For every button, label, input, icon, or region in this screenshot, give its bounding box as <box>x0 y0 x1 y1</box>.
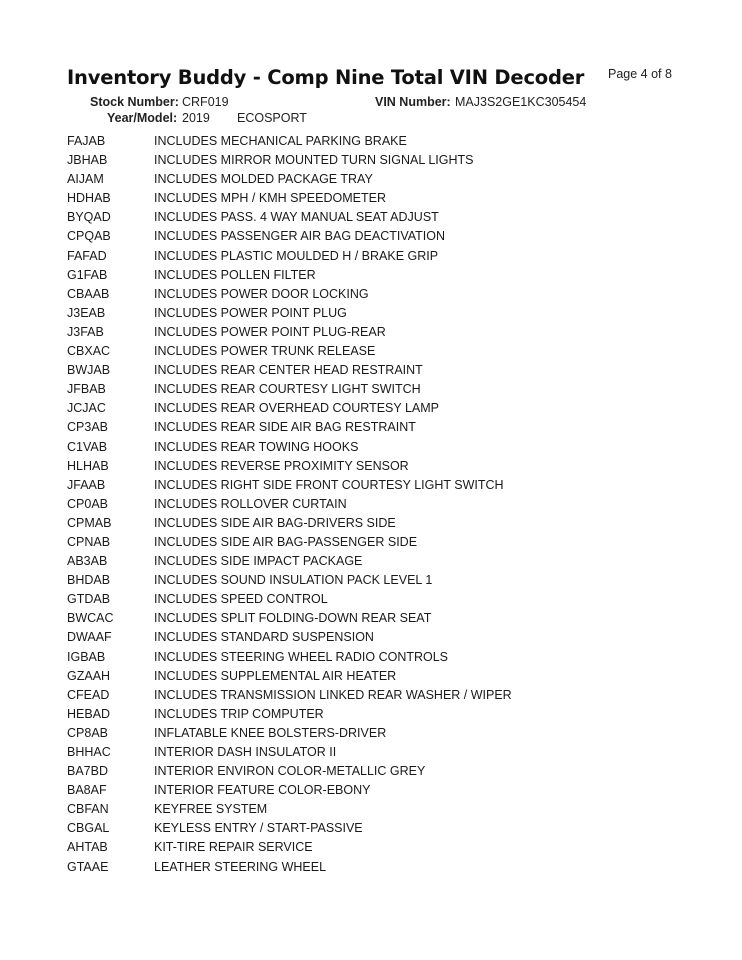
list-item <box>67 686 687 705</box>
list-item <box>67 800 687 819</box>
option-code: G1FAB <box>67 267 108 282</box>
option-code: CPQAB <box>67 229 111 244</box>
list-item <box>67 838 687 857</box>
list-item <box>67 247 687 266</box>
option-code: BHDAB <box>67 573 111 588</box>
list-item <box>67 533 687 552</box>
list-item <box>67 170 687 189</box>
option-description: INCLUDES POWER POINT PLUG-REAR <box>154 324 386 339</box>
option-code: JBHAB <box>67 153 108 168</box>
model-value: ECOSPORT <box>237 111 307 125</box>
list-item <box>67 342 687 361</box>
option-code: CP8AB <box>67 725 108 740</box>
option-code: CP0AB <box>67 496 108 511</box>
option-code: IGBAB <box>67 649 106 664</box>
option-description: INCLUDES REVERSE PROXIMITY SENSOR <box>154 458 409 473</box>
option-code-list <box>67 132 687 877</box>
option-description: KEYLESS ENTRY / START-PASSIVE <box>154 821 363 836</box>
list-item <box>67 208 687 227</box>
list-item <box>67 762 687 781</box>
option-description: INCLUDES PASS. 4 WAY MANUAL SEAT ADJUST <box>154 210 439 225</box>
list-item <box>67 399 687 418</box>
option-code: CBAAB <box>67 286 110 301</box>
list-item <box>67 514 687 533</box>
option-description: INCLUDES SIDE AIR BAG-DRIVERS SIDE <box>154 515 396 530</box>
option-description: INCLUDES TRANSMISSION LINKED REAR WASHER / WIPER <box>154 687 512 702</box>
option-code: GTDAB <box>67 592 111 607</box>
option-code: GZAAH <box>67 668 111 683</box>
option-description: INCLUDES SUPPLEMENTAL AIR HEATER <box>154 668 397 683</box>
list-item <box>67 418 687 437</box>
list-item <box>67 590 687 609</box>
list-item <box>67 705 687 724</box>
option-description: INTERIOR DASH INSULATOR II <box>154 745 337 759</box>
option-code: BHHAC <box>67 745 111 759</box>
document-title: Inventory Buddy - Comp Nine Total VIN Decoder <box>67 66 585 89</box>
option-description: INCLUDES REAR OVERHEAD COURTESY LAMP <box>154 401 440 416</box>
option-description: INCLUDES ROLLOVER CURTAIN <box>154 496 347 511</box>
list-item <box>67 476 687 495</box>
option-code: BA7BD <box>67 764 108 779</box>
list-item <box>67 858 687 877</box>
option-code: J3FAB <box>67 324 104 339</box>
option-code: FAJAB <box>67 134 106 148</box>
year-value: 2019 <box>182 111 210 125</box>
option-description: INCLUDES REAR TOWING HOOKS <box>154 439 359 454</box>
vin-number-label: VIN Number: <box>375 95 451 109</box>
option-description: INCLUDES REAR SIDE AIR BAG RESTRAINT <box>154 420 416 435</box>
list-item <box>67 151 687 170</box>
option-description: INCLUDES RIGHT SIDE FRONT COURTESY LIGHT SWITCH <box>154 477 504 492</box>
year-model-label: Year/Model: <box>107 111 178 125</box>
option-code: CBXAC <box>67 344 111 359</box>
option-description: INCLUDES TRIP COMPUTER <box>154 706 324 721</box>
option-description: INCLUDES SPLIT FOLDING-DOWN REAR SEAT <box>154 611 432 626</box>
option-code: FAFAD <box>67 248 107 263</box>
option-code: J3EAB <box>67 305 106 320</box>
list-item <box>67 323 687 342</box>
option-code: BWCAC <box>67 611 114 626</box>
list-item <box>67 628 687 647</box>
option-code: CPMAB <box>67 515 112 530</box>
list-item <box>67 132 687 151</box>
stock-number-value: CRF019 <box>182 95 229 109</box>
list-item <box>67 189 687 208</box>
option-code: CPNAB <box>67 534 111 549</box>
option-code: JFAAB <box>67 477 106 492</box>
option-description: INCLUDES PASSENGER AIR BAG DEACTIVATION <box>154 229 446 244</box>
list-item <box>67 304 687 323</box>
list-item <box>67 781 687 800</box>
option-description: INCLUDES SIDE AIR BAG-PASSENGER SIDE <box>154 534 418 549</box>
option-description: INCLUDES SOUND INSULATION PACK LEVEL 1 <box>154 573 433 588</box>
option-code: BYQAD <box>67 210 111 225</box>
list-item <box>67 552 687 571</box>
vin-number-value: MAJ3S2GE1KC305454 <box>455 95 587 109</box>
option-description: INFLATABLE KNEE BOLSTERS-DRIVER <box>154 725 387 740</box>
list-item <box>67 571 687 590</box>
option-code: HDHAB <box>67 191 111 206</box>
stock-number-label: Stock Number: <box>90 95 179 109</box>
list-item <box>67 227 687 246</box>
option-code: CFEAD <box>67 687 110 702</box>
list-item <box>67 609 687 628</box>
list-item <box>67 266 687 285</box>
option-code: DWAAF <box>67 630 112 645</box>
list-item <box>67 495 687 514</box>
option-code: C1VAB <box>67 439 108 454</box>
option-code: JCJAC <box>67 401 106 416</box>
list-item <box>67 438 687 457</box>
option-description: INCLUDES REAR CENTER HEAD RESTRAINT <box>154 363 423 378</box>
option-code: BWJAB <box>67 363 111 378</box>
option-code: CBGAL <box>67 821 110 836</box>
page-number: Page 4 of 8 <box>608 67 672 81</box>
option-code: JFBAB <box>67 382 106 397</box>
list-item <box>67 361 687 380</box>
option-code: AIJAM <box>67 172 104 187</box>
option-description: INCLUDES POWER POINT PLUG <box>154 305 347 320</box>
list-item <box>67 819 687 838</box>
option-code: HLHAB <box>67 458 109 473</box>
option-description: INCLUDES SIDE IMPACT PACKAGE <box>154 554 363 569</box>
option-code: HEBAD <box>67 706 111 721</box>
option-description: INCLUDES POWER TRUNK RELEASE <box>154 344 376 359</box>
option-description: LEATHER STEERING WHEEL <box>154 859 327 874</box>
option-description: INCLUDES POLLEN FILTER <box>154 267 316 282</box>
list-item <box>67 380 687 399</box>
option-description: INCLUDES SPEED CONTROL <box>154 592 328 607</box>
option-description: KIT-TIRE REPAIR SERVICE <box>154 840 313 855</box>
option-description: INTERIOR ENVIRON COLOR-METALLIC GREY <box>154 764 426 779</box>
option-code: BA8AF <box>67 783 107 798</box>
option-description: INCLUDES STEERING WHEEL RADIO CONTROLS <box>154 649 449 664</box>
option-code: AHTAB <box>67 840 108 855</box>
option-code: AB3AB <box>67 554 108 569</box>
option-description: INCLUDES MPH / KMH SPEEDOMETER <box>154 191 386 206</box>
option-description: INTERIOR FEATURE COLOR-EBONY <box>154 783 371 798</box>
list-item <box>67 648 687 667</box>
list-item <box>67 724 687 743</box>
list-item <box>67 457 687 476</box>
list-item <box>67 743 687 762</box>
option-description: KEYFREE SYSTEM <box>154 802 268 817</box>
option-description: INCLUDES STANDARD SUSPENSION <box>154 630 374 645</box>
option-description: INCLUDES REAR COURTESY LIGHT SWITCH <box>154 382 421 397</box>
option-code: GTAAE <box>67 859 109 874</box>
option-description: INCLUDES MIRROR MOUNTED TURN SIGNAL LIGHTS <box>154 153 474 168</box>
option-description: INCLUDES MOLDED PACKAGE TRAY <box>154 172 373 187</box>
option-code: CP3AB <box>67 420 108 435</box>
option-description: INCLUDES MECHANICAL PARKING BRAKE <box>154 134 407 148</box>
list-item <box>67 667 687 686</box>
option-description: INCLUDES POWER DOOR LOCKING <box>154 286 369 301</box>
option-description: INCLUDES PLASTIC MOULDED H / BRAKE GRIP <box>154 248 439 263</box>
list-item <box>67 285 687 304</box>
option-code: CBFAN <box>67 802 109 817</box>
